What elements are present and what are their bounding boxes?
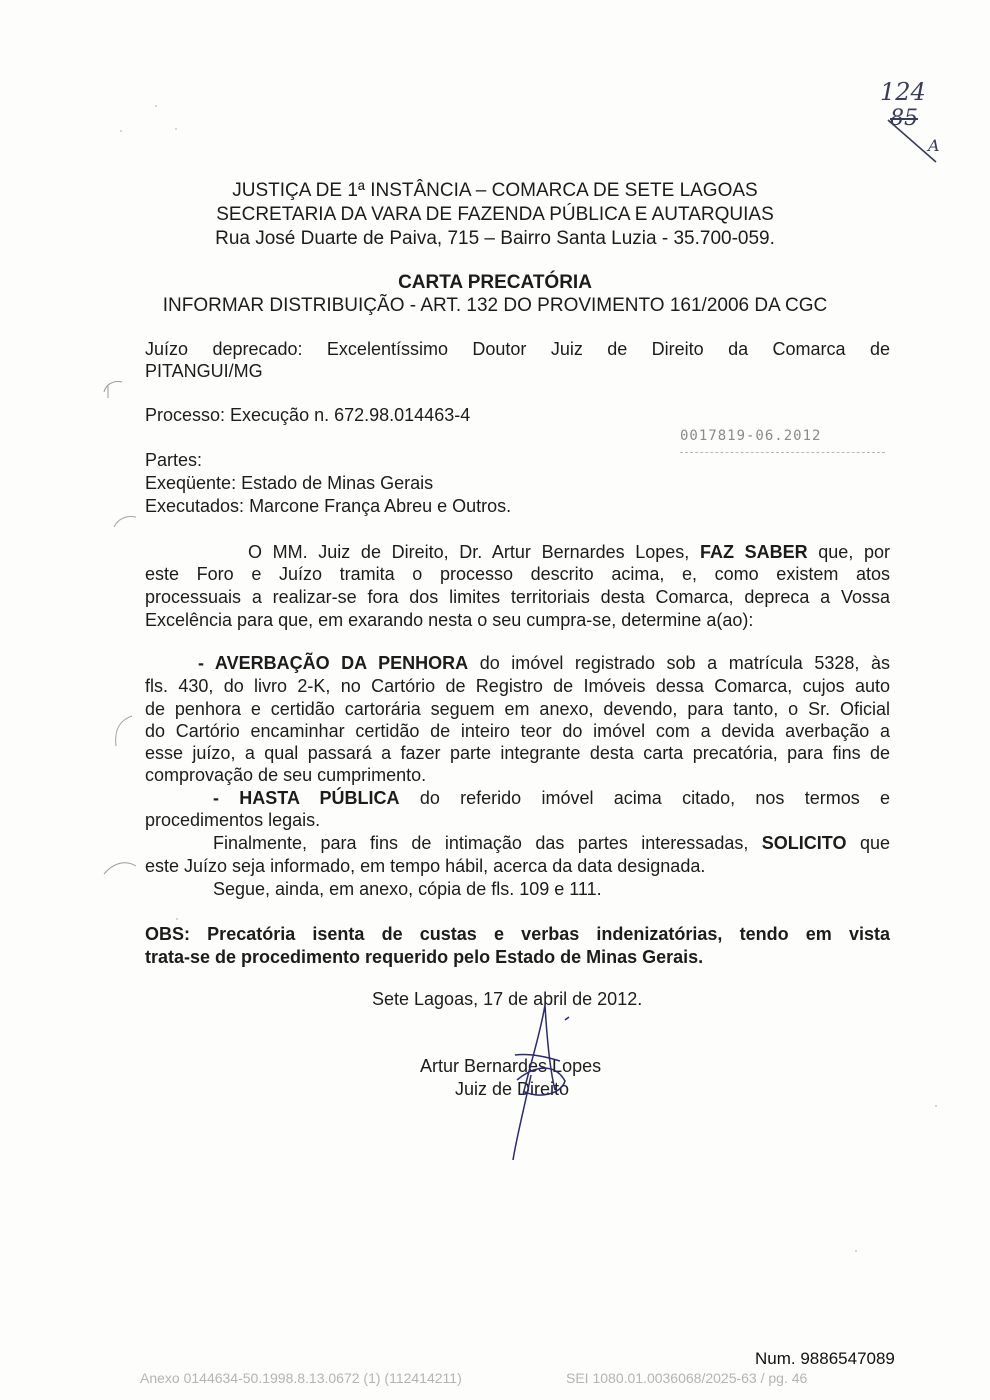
item-1-line-1 <box>198 652 890 674</box>
paragraph-1-line-4: Excelência para que, em exarando nesta o seu cumpra-se, determine a(ao): <box>145 610 754 630</box>
word: Juiz <box>550 339 583 359</box>
obs-line-2: trata-se de procedimento requerido pelo Estado de Minas Gerais. <box>145 947 704 967</box>
speck <box>855 1250 857 1252</box>
margin-mark <box>100 372 130 402</box>
word: da <box>728 339 749 359</box>
speck <box>935 1105 937 1107</box>
item-2-line-1 <box>213 787 890 809</box>
paragraph-1-line-1 <box>248 541 890 563</box>
word: de <box>869 339 890 359</box>
word: Comarca <box>772 339 846 359</box>
page-number-handwritten: 124 <box>880 78 926 106</box>
annex-reference: Anexo 0144634-50.1998.8.13.0672 (1) (112414211) <box>140 1370 462 1386</box>
corner-slash-stroke <box>878 102 948 172</box>
document-subtitle: INFORMAR DISTRIBUIÇÃO - ART. 132 DO PROVIMENTO 161/2006 DA CGC <box>162 295 828 316</box>
hasta-publica-heading: - HASTA PÚBLICA <box>213 788 400 808</box>
margin-mark <box>108 712 138 752</box>
paragraph-1-line-3: processuais a realizar-se fora dos limites territoriais desta Comarca, depreca a Vossa <box>145 587 890 607</box>
paragraph-1-line-2: este Foro e Juízo tramita o processo descrito acima, e, como existem atos <box>145 564 890 584</box>
stamp-underline <box>680 452 885 453</box>
text-segment: que, por <box>818 542 890 562</box>
deprecated-court-city: PITANGUI/MG <box>145 361 263 381</box>
solicito: SOLICITO <box>761 833 847 853</box>
handwritten-signature <box>495 995 585 1165</box>
word: Juízo <box>145 339 189 359</box>
signatory-name: Artur Bernardes Lopes <box>420 1056 602 1076</box>
speck <box>176 918 178 920</box>
obs-line-1: OBS: Precatória isenta de custas e verbas indenizatórias, tendo em vista <box>145 924 890 944</box>
word: de <box>607 339 628 359</box>
attachments-note: Segue, ainda, em anexo, cópia de fls. 109 e 111. <box>213 879 602 899</box>
margin-mark <box>110 505 140 535</box>
speck <box>155 105 157 107</box>
text-segment: do imóvel registrado sob a matrícula 5328, às <box>479 653 890 673</box>
text-segment: do referido imóvel acima citado, nos termos e <box>419 788 890 808</box>
margin-mark <box>100 852 140 882</box>
corner-letter: A <box>928 136 940 155</box>
paragraph-2-line-2: este Juízo seja informado, em tempo hábil, acerca da data designada. <box>145 856 706 876</box>
sei-reference: SEI 1080.01.0036068/2025-63 / pg. 46 <box>566 1370 808 1386</box>
item-1-line-3: de penhora e certidão cartorária seguem em anexo, devendo, para tanto, o Sr. Oficial <box>145 699 890 719</box>
handwritten-page-number <box>870 78 960 168</box>
faz-saber: FAZ SABER <box>699 542 808 562</box>
word: Direito <box>651 339 704 359</box>
text-segment: Finalmente, para fins de intimação das partes interessadas, <box>213 833 749 853</box>
crossed-out-number: 85 <box>890 106 918 131</box>
text-segment: que <box>859 833 890 853</box>
paragraph-2-line-1 <box>213 832 890 854</box>
document-number: Num. 9886547089 <box>755 1349 895 1368</box>
protocol-stamp: 0017819-06.2012 <box>680 428 822 444</box>
word: Doutor <box>472 339 527 359</box>
court-name: JUSTIÇA DE 1ª INSTÂNCIA – COMARCA DE SETE LAGOAS <box>232 180 758 201</box>
word: deprecado: <box>212 339 303 359</box>
exequente: Exeqüente: Estado de Minas Gerais <box>145 473 434 493</box>
item-1-line-4: do Cartório encaminhar certidão de inteiro teor do imóvel com a devida averbação a <box>145 721 890 741</box>
juizo-deprecado-line <box>145 338 890 360</box>
item-1-line-2: fls. 430, do livro 2-K, no Cartório de Registro de Imóveis dessa Comarca, cujos auto <box>145 676 890 696</box>
item-2-line-2: procedimentos legais. <box>145 810 321 830</box>
item-1-line-6: comprovação de seu cumprimento. <box>145 765 427 785</box>
parties-label: Partes: <box>145 450 203 470</box>
process-number: Processo: Execução n. 672.98.014463-4 <box>145 405 471 425</box>
word: Excelentíssimo <box>326 339 448 359</box>
signatory-role: Juiz de Direito <box>455 1079 570 1099</box>
place-and-date: Sete Lagoas, 17 de abril de 2012. <box>372 989 643 1009</box>
text-segment: O MM. Juiz de Direito, Dr. Artur Bernardes Lopes, <box>248 542 690 562</box>
court-address: Rua José Duarte de Paiva, 715 – Bairro Santa Luzia - 35.700-059. <box>215 228 775 249</box>
secretariat-name: SECRETARIA DA VARA DE FAZENDA PÚBLICA E AUTARQUIAS <box>216 204 774 225</box>
item-1-line-5: esse juízo, a qual passará a fazer parte integrante desta carta precatória, para fins de <box>145 743 890 763</box>
executados: Executados: Marcone França Abreu e Outros. <box>145 496 512 516</box>
speck <box>175 128 177 130</box>
document-title: CARTA PRECATÓRIA <box>398 272 592 293</box>
speck <box>120 130 122 132</box>
averbacao-heading: - AVERBAÇÃO DA PENHORA <box>198 653 469 673</box>
